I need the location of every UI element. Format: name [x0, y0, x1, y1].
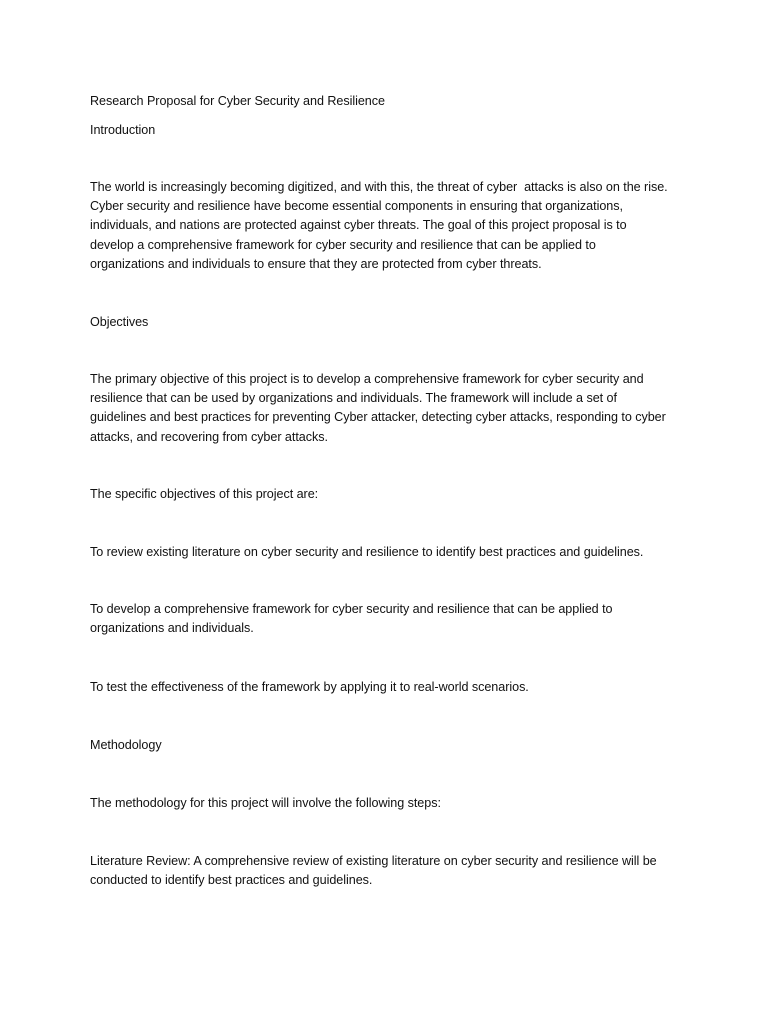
objectives-paragraph — [90, 370, 690, 447]
document-title: Research Proposal for Cyber Security and Resilience — [90, 94, 385, 108]
methodology-intro: The methodology for this project will involve the following steps: — [90, 796, 441, 810]
paragraph-line: guidelines and best practices for preventing Cyber attacker, detecting cyber attacks, responding to cyber — [90, 410, 666, 425]
paragraph-line: organizations and individuals. — [90, 621, 254, 636]
introduction-paragraph — [90, 178, 690, 274]
introduction-heading: Introduction — [90, 123, 156, 137]
paragraph-line: Literature Review: A comprehensive review of existing literature on cyber security and resilience will be — [90, 854, 657, 868]
paragraph-line: Cyber security and resilience have become essential components in ensuring that organizations, — [90, 199, 623, 214]
paragraph-line: The world is increasingly becoming digitized, and with this, the threat of cyber attacks is also on the rise. — [90, 180, 668, 194]
paragraph-line: attacks, and recovering from cyber attacks. — [90, 429, 328, 444]
paragraph-line: organizations and individuals to ensure that they are protected from cyber threats. — [90, 256, 542, 271]
methodology-heading: Methodology — [90, 738, 162, 752]
literature-review-paragraph — [90, 852, 690, 890]
objective-item-2 — [90, 600, 690, 638]
paragraph-line: conducted to identify best practices and guidelines. — [90, 873, 373, 888]
objective-item-1: To review existing literature on cyber security and resilience to identify best practices and guidelines. — [90, 545, 644, 559]
paragraph-line: To develop a comprehensive framework for cyber security and resilience that can be applied to — [90, 602, 613, 616]
paragraph-line: individuals, and nations are protected against cyber threats. The goal of this project proposal is to — [90, 218, 627, 233]
paragraph-line: resilience that can be used by organizations and individuals. The framework will include a set of — [90, 391, 617, 406]
paragraph-line: The primary objective of this project is to develop a comprehensive framework for cyber security and — [90, 372, 644, 386]
paragraph-line: develop a comprehensive framework for cyber security and resilience that can be applied to — [90, 237, 596, 252]
objective-item-3: To test the effectiveness of the framework by applying it to real-world scenarios. — [90, 680, 529, 694]
specific-objectives-intro: The specific objectives of this project are: — [90, 487, 319, 501]
objectives-heading: Objectives — [90, 315, 149, 329]
